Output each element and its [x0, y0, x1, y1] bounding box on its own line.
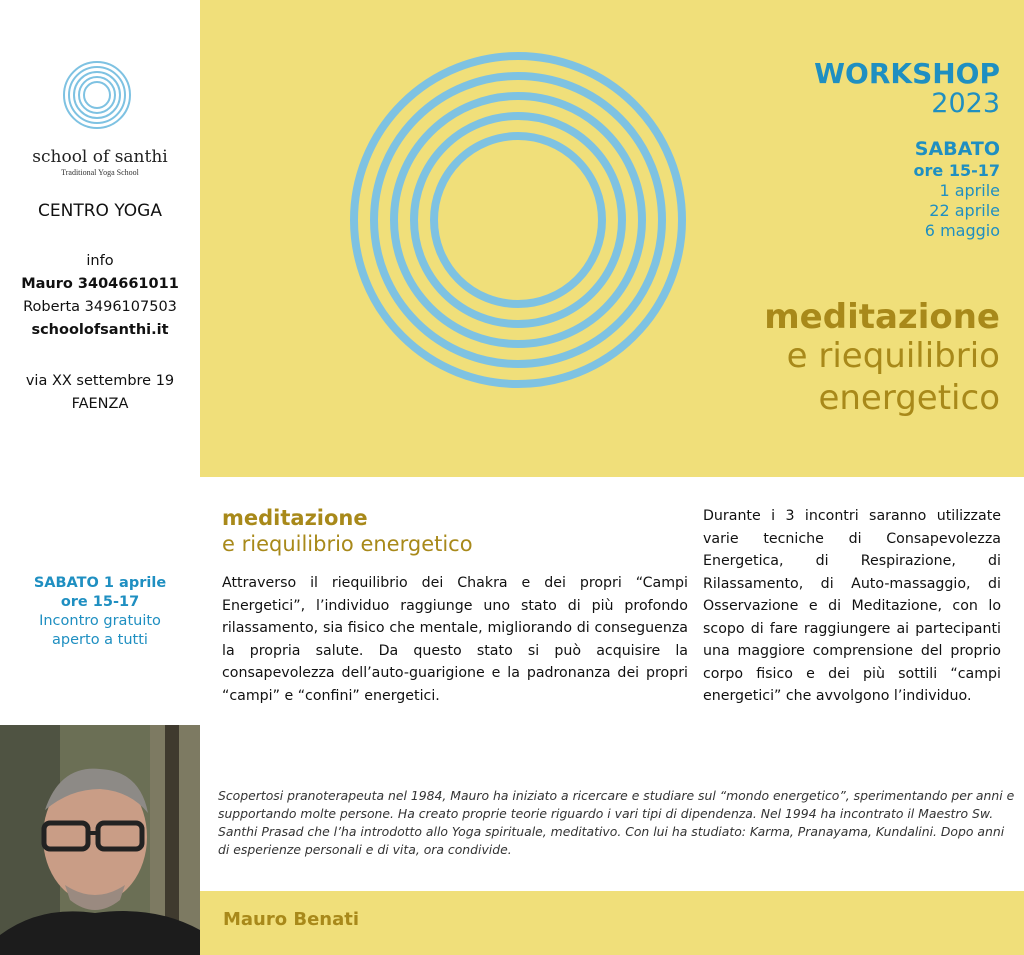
hero-headline-3: energetico [818, 378, 1000, 418]
portrait-photo-icon [0, 725, 200, 955]
workshop-day: SABATO [914, 138, 1000, 160]
address-city: FAENZA [71, 396, 129, 412]
brand-tagline: Traditional Yoga School [61, 168, 139, 177]
contact-mauro[interactable]: Mauro 3404661011 [21, 276, 179, 292]
bio-text: Scopertosi pranoterapeuta nel 1984, Mauro ha iniziato a ricercare e studiare sul “mondo energetico”, sperimentando per anni e supportando molte persone. Ha creato proprie teorie riguardo i vari tipi di dipendenza. Nel 1994 ha incontrato il Maestro Sw. Santhi Prasad che l’ha introdotto allo Yoga spirituale, meditativo. Con lui ha studiato: Karma, Pranayama, Kundalini. Dopo anni di esperienze personali e di vita, ora condivide. [218, 788, 1015, 857]
free-event-time: ore 15-17 [60, 594, 140, 610]
centro-label: CENTRO YOGA [38, 201, 162, 221]
address [0, 370, 200, 416]
workshop-schedule [914, 137, 1000, 241]
address-line: via XX settembre 19 [25, 373, 175, 389]
free-event-line-2: aperto a tutti [52, 632, 148, 648]
free-event-line-1: Incontro gratuito [39, 613, 161, 629]
workshop-date: 1 aprile [939, 181, 1000, 200]
free-event-day: SABATO 1 aprile [33, 575, 167, 591]
hero-banner [200, 0, 1024, 477]
workshop-title: WORKSHOP [814, 57, 1000, 90]
contact-roberta[interactable]: Roberta 3496107503 [23, 299, 177, 315]
section-heading: meditazione [222, 506, 368, 530]
sidebar [0, 0, 200, 725]
description-left: Attraverso il riequilibrio dei Chakra e dei propri “Campi Energetici”, l’individuo raggiunge uno stato di più profondo rilassamento, sia fisico che mentale, migliorando di conseguenza la propria salute. Da questo stato si può acquisire la consapevolezza dell’auto-guarigione e la padronanza dei propri “campi” e “confini” energetici. [222, 575, 688, 704]
brand-name: school of santhi [32, 147, 168, 167]
instructor-name: Mauro Benati [223, 909, 360, 930]
workshop-year: 2023 [931, 88, 1000, 119]
concentric-rings-logo-icon [62, 60, 132, 130]
portrait-photo [0, 725, 200, 955]
workshop-time: ore 15-17 [913, 161, 1000, 180]
free-event [0, 574, 200, 650]
hero-headline-2: e riequilibrio [786, 336, 1000, 376]
description-right: Durante i 3 incontri saranno utilizzate varie tecniche di Consapevolezza Energetica, di Respirazione, di Rilassamento, di Auto-massaggio, di Osservazione e di Meditazione, con lo scopo di fare raggiungere ai partecipanti una maggiore comprensione del proprio corpo fisico e dei più sottili “campi energetici” che avvolgono l’individuo. [703, 508, 1001, 704]
workshop-date: 6 maggio [924, 221, 1000, 240]
contact-info [0, 250, 200, 342]
hero-headline-1: meditazione [764, 297, 1000, 337]
website-link[interactable]: schoolofsanthi.it [31, 322, 169, 338]
workshop-date: 22 aprile [929, 201, 1000, 220]
section-subheading: e riequilibrio energetico [222, 532, 473, 556]
concentric-rings-icon [348, 50, 688, 390]
info-label: info [86, 253, 114, 269]
name-band [200, 891, 1024, 955]
